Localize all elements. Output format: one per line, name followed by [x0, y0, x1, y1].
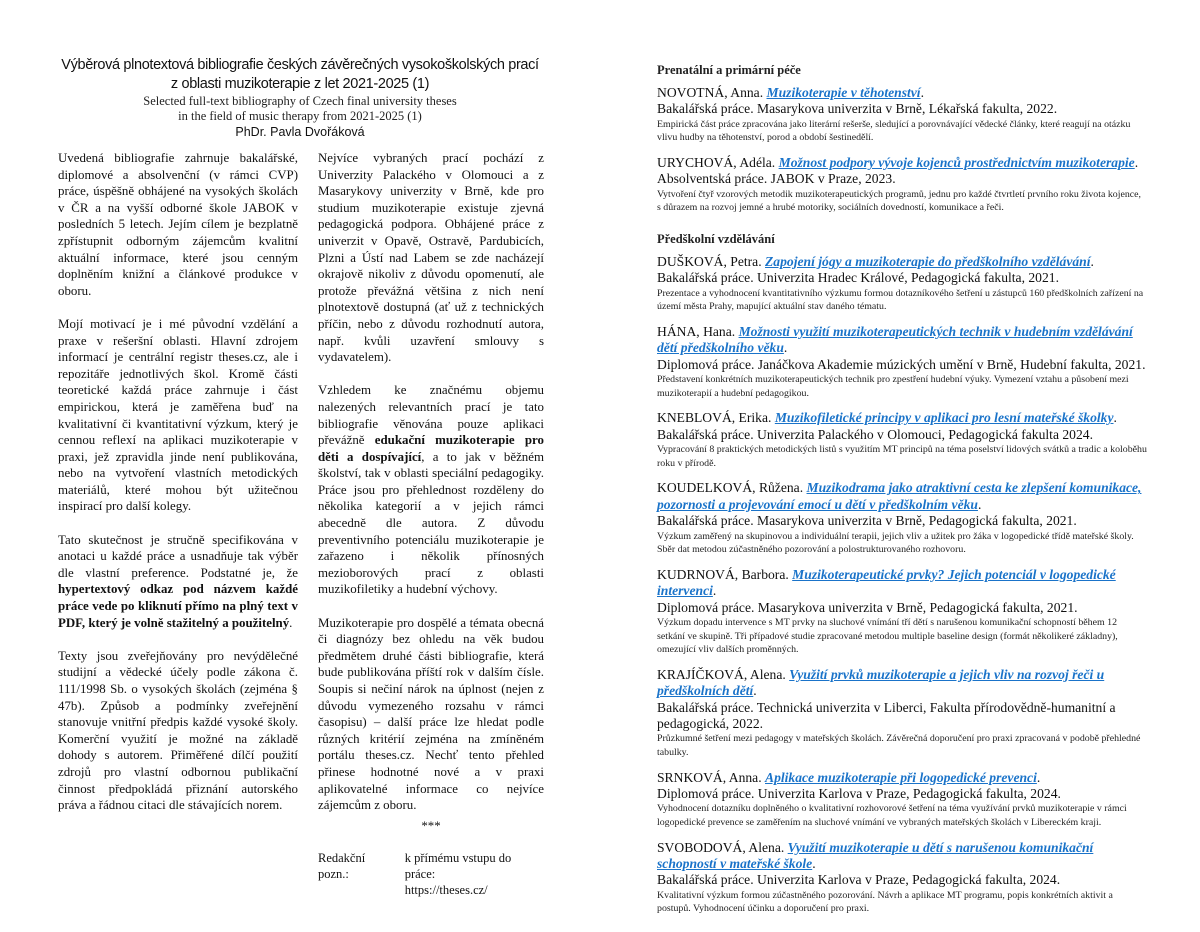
entry-title-end: . [1134, 155, 1139, 170]
entry-title-link[interactable]: Zapojení jógy a muzikoterapie do předškolního vzdělávání [765, 254, 1091, 269]
entry-title-end: . [977, 496, 982, 512]
entry-institution: Absolventská práce. JABOK v Praze, 2023. [657, 171, 896, 187]
bibliography-entry [657, 155, 1147, 215]
entry-title-end: . [753, 683, 757, 699]
bibliography-entry [657, 840, 1147, 916]
bold-emphasis: hypertextový odkaz pod názvem každé práce vede po kliknutí přímo na plný text v PDF, který je volně stažitelný a použitelný [58, 582, 298, 630]
entry-author: HÁNA, Hana. [657, 324, 736, 339]
bibliography-entry [657, 324, 1147, 400]
entry-title-link[interactable]: Využití prvků muzikoterapie a jejich vliv na rozvoj řeči u předškolních dětí [657, 666, 1105, 699]
entry-title-end: . [1113, 410, 1117, 426]
entry-institution: Bakalářská práce. Univerzita Karlova v Praze, Pedagogická fakulta, 2024. [657, 872, 1061, 888]
entry-title-link[interactable]: Muzikodrama jako atraktivní cesta ke zlepšení komunikace, pozornosti a projevování emocí u dětí v předškolním věku [657, 480, 1142, 512]
entry-institution: Bakalářská práce. Univerzita Hradec Králové, Pedagogická fakulta, 2021. [657, 270, 1059, 286]
entry-heading [657, 567, 1147, 600]
subtitle-line-1: Selected full-text bibliography of Czech final university theses [143, 94, 457, 108]
entry-author: KRAJÍČKOVÁ, Alena. [657, 666, 786, 682]
entry-title-link[interactable]: Využití muzikoterapie u dětí s narušenou komunikační schopností v mateřské škole [657, 839, 1094, 872]
entry-annotation: Představení konkrétních muzikoterapeutických technik pro zpestření hudební výuky. Vymezení vztahu a působení mezi muzikoterapií a hudební pedagogikou. [657, 374, 1129, 399]
entry-author: KNEBLOVÁ, Erika. [657, 410, 772, 426]
intro-column-left [58, 150, 298, 830]
entry-author: URYCHOVÁ, Adéla. [657, 155, 776, 170]
entry-heading [657, 155, 1147, 171]
entry-heading [657, 770, 1147, 786]
bibliography-entry [657, 667, 1147, 760]
intro-paragraph: Uvedená bibliografie zahrnuje bakalářské, diplomové a absolvenční (v rámci CVP) práce, úspěšně obhájené na vysokých školách v ČR a na vyšší odborné škole JABOK v posledních 5 letech. Jejím cílem je bezplatně zpřístupnit odborným zájemcům kvalitní aktuální informace, které jsou cenným doplněním knižní a článkové produkce v oboru. [58, 151, 298, 298]
paragraph-text: , a to jak v běžném školství, tak v oblasti speciální pedagogiky. Práce jsou pro přehlednost rozděleny do několika kategorií a v jejich rámci abecedně dle autora. Z důvodu preventivního potenciálu muzikoterapie je zařazeno i několik přínosných mezioborových prací z oblasti muzikofiletiky a hudební výchovy. [318, 449, 544, 597]
entry-institution: Bakalářská práce. Technická univerzita v Liberci, Fakulta přírodovědně-humanitní a pedagogická, 2022. [657, 699, 1116, 732]
bold-emphasis: edukační muzikoterapie pro děti a dospívající [318, 433, 544, 464]
intro-paragraph [318, 382, 544, 598]
entry-title-end: . [1090, 254, 1094, 269]
document-header [10, 56, 590, 140]
entry-title-end: . [712, 583, 717, 599]
bibliography-entry [657, 410, 1147, 470]
section-heading: Prenatální a primární péče [657, 63, 801, 77]
entry-heading [657, 85, 1147, 101]
bibliography-entry [657, 254, 1147, 314]
entry-institution: Bakalářská práce. Masarykova univerzita v Brně, Lékařská fakulta, 2022. [657, 101, 1058, 117]
entry-author: NOVOTNÁ, Anna. [657, 85, 764, 100]
bibliography-entry [657, 85, 1147, 145]
title-line-1: Výběrová plnotextová bibliografie českých závěrečných vysokoškolských prací [61, 57, 539, 73]
paragraph-text: Vzhledem ke značnému objemu nalezených relevantních prací je tato bibliografie věnována pouze aplikaci převážně [318, 383, 544, 448]
entry-title-end: . [783, 340, 788, 356]
intro-paragraph: Muzikoterapie pro dospělé a témata obecná či diagnózy bez ohledu na věk budou předmětem druhé části bibliografie, která bude publikována příští rok v dalším čísle. Soupis si nečiní nárok na úplnost (nejen z důvodu vymezeného rozsahu v rámci časopisu) – další práce lze hledat podle různých kritérií zejména na zmíněném portálu theses.cz. Nechť tento přehled přinese hodnotné nové a v praxi aplikovatelné informace co nejvíce zájemcům z oboru. [318, 615, 544, 813]
entry-heading [657, 324, 1147, 357]
entry-annotation: Vyhodnocení dotazníku doplněného o kvalitativní rozhovorové šetření na téma využívání prvků muzikoterapie v rámci logopedické prevence se zaměřením na sluchové vnímání ve vybraných mateřských školách v Libereckém kraji. [657, 803, 1127, 829]
entry-title-link[interactable]: Aplikace muzikoterapie při logopedické prevenci [765, 769, 1037, 785]
note-url-link[interactable]: https://theses.cz/ [404, 883, 488, 898]
entry-heading [657, 254, 1147, 270]
bibliography-entry [657, 480, 1147, 556]
entry-institution: Diplomová práce. Janáčkova Akademie múzických umění v Brně, Hudební fakulta, 2021. [657, 356, 1146, 372]
paragraph-text: . [289, 615, 293, 630]
entry-title-end: . [1036, 769, 1041, 785]
editorial-note [318, 850, 544, 898]
entry-institution: Bakalářská práce. Masarykova univerzita v Brně, Pedagogická fakulta, 2021. [657, 513, 1077, 529]
entry-heading [657, 480, 1147, 513]
bibliography-list [657, 62, 1147, 932]
entry-heading [657, 667, 1147, 700]
entry-heading [657, 410, 1147, 426]
entry-author: SVOBODOVÁ, Alena. [657, 839, 785, 855]
title-line-2: z oblasti muzikoterapie z let 2021-2025 (1) [170, 76, 430, 92]
entry-title-end: . [812, 856, 816, 872]
entry-annotation: Kvalitativní výzkum formou zúčastněného pozorování. Návrh a aplikace MT programu, popis konkrétních aktivit a postupů. Vyhodnocení účinku a doporučení pro praxi. [657, 889, 1113, 915]
entry-annotation: Průzkumné šetření mezi pedagogy v mateřských školách. Závěrečná doporučení pro praxi zpracovaná v podobě přehledné tabulky. [657, 733, 1141, 759]
entry-annotation: Výzkum dopadu intervence s MT prvky na sluchové vnímání tří dětí s narušenou komunikační schopností během 12 setkání ve skupině. Tři případové studie zpracované metodou multiple baseline design (formát několikeré základny), omezující vliv dalších proměnných. [657, 617, 1118, 656]
entry-annotation: Výzkum zaměřený na skupinovou a individuální terapii, jejich vliv a užitek pro žáka v logopedické třídě mateřské školy. Sběr dat metodou zúčastněného pozorování a polostrukturovaného rozhovoru. [657, 530, 1134, 556]
bibliography-entry [657, 567, 1147, 657]
paragraph-text: Tato skutečnost je stručně specifikována v anotaci u každé práce a usnadňuje tak výběr dle vlastní preference. Podstatné je, že [58, 532, 298, 580]
entry-title-link[interactable]: Možnost podpory vývoje kojenců prostřednictvím muzikoterapie [778, 155, 1135, 170]
entry-institution: Diplomová práce. Univerzita Karlova v Praze, Pedagogická fakulta, 2024. [657, 786, 1061, 802]
intro-paragraph [58, 532, 298, 632]
subtitle-line-2: in the field of music therapy from 2021-2025 (1) [178, 109, 422, 123]
intro-column-middle [318, 150, 544, 898]
entry-annotation: Vytvoření čtyř vzorových metodik muzikoterapeutických programů, jednu pro každé čtvrtletí prvního roku života kojence, s důrazem na rozvoj jemné a hrubé motoriky, sociálních dovedností, komunikace a řeči. [657, 188, 1141, 214]
intro-paragraph: Mojí motivací je i mé původní vzdělání a praxe v rešeršní oblasti. Hlavní zdrojem informací je centrální registr theses.cz, ale i repozitáře jednotlivých škol. Kromě části teoretické každá práce zahrnuje i část empirickou, která je zaměřena buď na kvalitativní či kvantitativní výzkum, který je cennou reflexí na aplikaci muzikoterapie v praxi, jež zpravidla jinde není publikována, nebo na vytvoření vlastních metodických materiálů, které mohou být užitečnou inspirací pro další kolegy. [58, 316, 298, 514]
intro-paragraph: Texty jsou zveřejňovány pro nevýdělečné studijní a vědecké účely podle zákona č. 111/1998 Sb. o vysokých školách (zejména § 47b). Způsob a podmínky zveřejnění stanovuje vnitřní předpis každé vysoké školy. Komerční využití je možné na základě dohody s autorem. Přiměřené dílčí použití zdrojů pro vlastní odbornou publikační činnost předpokládá přiznání autorského práva a řádnou citaci dle stávajících norem. [58, 648, 298, 813]
separator-stars: *** [421, 818, 441, 833]
entry-title-link[interactable]: Muzikoterapie v těhotenství [766, 85, 921, 100]
bibliography-section [657, 231, 1147, 916]
entry-institution: Diplomová práce. Masarykova univerzita v Brně, Pedagogická fakulta, 2021. [657, 599, 1078, 615]
bibliography-entry [657, 770, 1147, 830]
entry-author: KUDRNOVÁ, Barbora. [657, 566, 789, 582]
section-heading: Předškolní vzdělávání [657, 232, 775, 246]
entry-title-link[interactable]: Muzikofiletické principy v aplikaci pro lesní mateřské školky [774, 410, 1114, 426]
author-name: PhDr. Pavla Dvořáková [235, 125, 365, 139]
entry-title-link[interactable]: Muzikoterapeutické prvky? Jejich potenciál v logopedické intervenci [657, 566, 1116, 599]
entry-annotation: Prezentace a vyhodnocení kvantitativního výzkumu formou dotazníkového šetření u zástupců 160 předškolních zařízení na území města Prahy, mapující aktuální stav daného tématu. [657, 287, 1144, 313]
entry-title-link[interactable]: Možnosti využití muzikoterapeutických technik v hudebním vzdělávání dětí předškolního věku [657, 324, 1133, 356]
note-text: k přímému vstupu do práce: [404, 851, 512, 882]
note-label: Redakční pozn.: [318, 851, 366, 882]
entry-annotation: Vypracování 8 praktických metodických listů s využitím MT principů na téma poselství lidových svátků a tradic a koloběhu roku v přírodě. [657, 444, 1147, 469]
entry-institution: Bakalářská práce. Univerzita Palackého v Olomouci, Pedagogická fakulta 2024. [657, 426, 1093, 442]
entry-title-end: . [920, 85, 924, 100]
entry-heading [657, 840, 1147, 873]
entry-author: DUŠKOVÁ, Petra. [657, 254, 762, 269]
intro-paragraph: Nejvíce vybraných prací pochází z Univerzity Palackého v Olomouci a z Masarykovy univerzity v Brně, kde pro studium muzikoterapie existuje zjevná pedagogická podpora. Obhájené práce z univerzit v Opavě, Ostravě, Pardubicích, Plzni a Ústí nad Labem se zde nacházejí okrajově nikoliv z důvodu opomenutí, ale protože převážná většina z nich není plnotextově dostupná (ať už z technických příčin, nebo z důvodu rozhodnutí autora, např. kvůli uzavření smlouvy s vydavatelem). [318, 151, 544, 365]
entry-author: SRNKOVÁ, Anna. [657, 769, 762, 785]
entry-annotation: Empirická část práce zpracována jako literární rešerše, sledující a porovnávající vědecké články, které reagují na otázku vlivu hudby na těhotenství, porod a období šestinedělí. [657, 118, 1131, 144]
bibliography-section [657, 62, 1147, 215]
entry-author: KOUDELKOVÁ, Růžena. [657, 480, 804, 496]
